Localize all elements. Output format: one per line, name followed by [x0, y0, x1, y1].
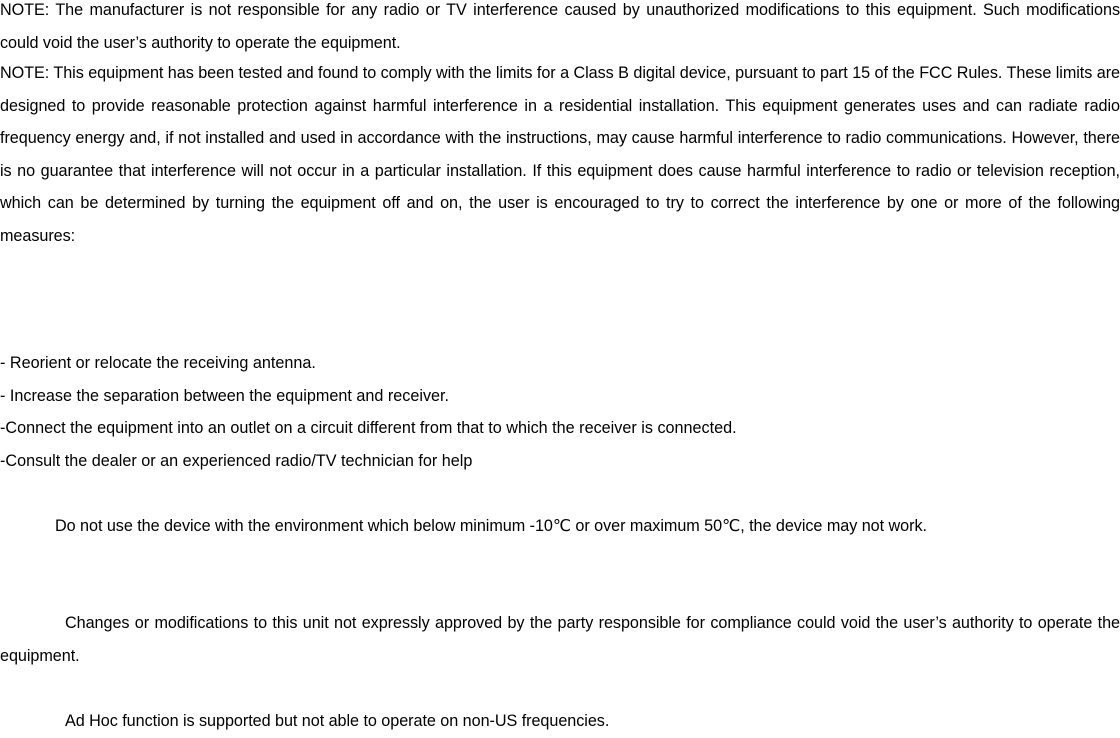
- measure-item: - Reorient or relocate the receiving antenna.: [0, 354, 316, 372]
- note-class-b-compliance: NOTE: This equipment has been tested and found to comply with the limits for a Class B digital device, pursuant to part 15 of the FCC Rules. These limits are designed to provide reasonable protection against harmful interference in a residential installation. This equipment generates uses and can radiate radio frequency energy and, if not installed and used in accordance with the instructions, may cause harmful interference to radio communications. However, there is no guarantee that interference will not occur in a particular installation. If this equipment does cause harmful interference to radio or television reception, which can be determined by turning the equipment off and on, the user is encouraged to try to correct the interference by one or more of the following measures:: [0, 64, 1120, 245]
- adhoc-notice: Ad Hoc function is supported but not able to operate on non-US frequencies.: [65, 712, 610, 730]
- measure-item: -Connect the equipment into an outlet on a circuit different from that to which the receiver is connected.: [0, 419, 737, 437]
- measure-item: -Consult the dealer or an experienced radio/TV technician for help: [0, 452, 473, 470]
- temperature-notice: Do not use the device with the environment which below minimum -10℃ or over maximum 50℃, the device may not work.: [55, 517, 927, 535]
- measure-item: - Increase the separation between the equipment and receiver.: [0, 387, 450, 405]
- note-unauthorized-modifications: NOTE: The manufacturer is not responsible for any radio or TV interference caused by unauthorized modifications to this equipment. Such modifications could void the user’s authority to operate the equipment.: [0, 1, 1120, 52]
- modifications-notice: Changes or modifications to this unit not expressly approved by the party responsible for compliance could void the user’s authority to operate the equipment.: [0, 614, 1120, 665]
